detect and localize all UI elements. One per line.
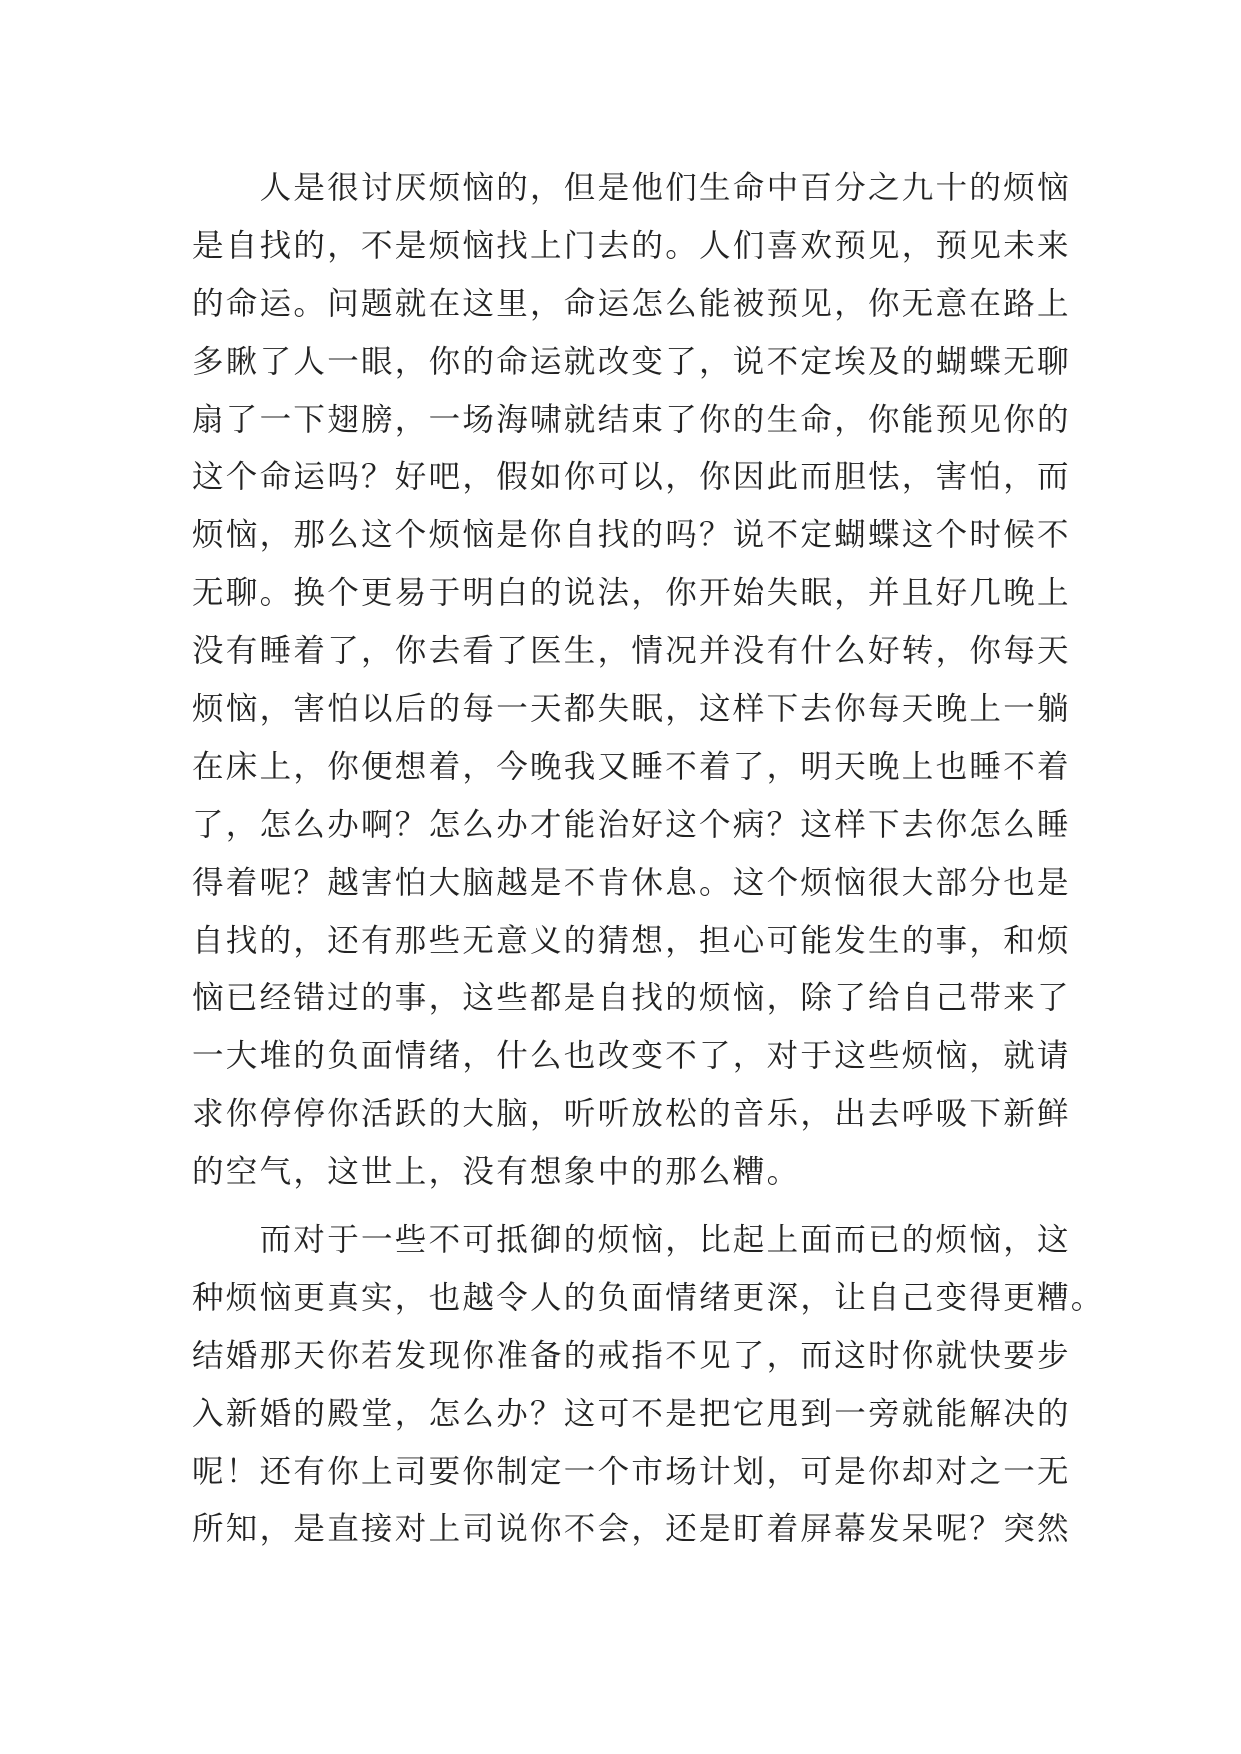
text-line: 而对于一些不可抵御的烦恼，比起上面而已的烦恼，这 [192,1222,1071,1259]
text-line: 烦恼，害怕以后的每一天都失眠，这样下去你每天晚上一躺 [192,691,1071,728]
text-line: 烦恼，那么这个烦恼是你自找的吗？说不定蝴蝶这个时候不 [192,517,1071,554]
text-line: 这个命运吗？好吧，假如你可以，你因此而胆怯，害怕，而 [192,459,1071,496]
text-line: 求你停停你活跃的大脑，听听放松的音乐，出去呼吸下新鲜 [192,1096,1071,1133]
text-line: 是自找的，不是烦恼找上门去的。人们喜欢预见，预见未来 [192,227,1071,264]
text-line: 一大堆的负面情绪，什么也改变不了，对于这些烦恼，就请 [192,1038,1071,1075]
text-line: 的空气，这世上，没有想象中的那么糟。 [192,1154,801,1191]
text-line: 了，怎么办啊？怎么办才能治好这个病？这样下去你怎么睡 [192,806,1071,843]
text-line: 恼已经错过的事，这些都是自找的烦恼，除了给自己带来了 [192,980,1071,1017]
text-line: 多瞅了人一眼，你的命运就改变了，说不定埃及的蝴蝶无聊 [192,343,1071,380]
text-line: 扇了一下翅膀，一场海啸就结束了你的生命，你能预见你的 [192,401,1071,438]
text-line: 入新婚的殿堂，怎么办？这可不是把它甩到一旁就能解决的 [192,1395,1071,1432]
text-line: 无聊。换个更易于明白的说法，你开始失眠，并且好几晚上 [192,575,1071,612]
text-line: 结婚那天你若发现你准备的戒指不见了，而这时你就快要步 [192,1337,1071,1374]
paragraph-spacing [192,1202,1052,1212]
text-line: 自找的，还有那些无意义的猜想，担心可能发生的事，和烦 [192,922,1071,959]
text-line: 人是很讨厌烦恼的，但是他们生命中百分之九十的烦恼 [192,170,1071,206]
text-line: 的命运。问题就在这里，命运怎么能被预见，你无意在路上 [192,285,1071,322]
text-line: 得着呢？越害怕大脑越是不肯休息。这个烦恼很大部分也是 [192,864,1071,901]
text-line: 在床上，你便想着，今晚我又睡不着了，明天晚上也睡不着 [192,748,1071,785]
paragraph-1 [192,160,1071,1202]
text-line: 所知，是直接对上司说你不会，还是盯着屏幕发呆呢？突然 [192,1511,1071,1548]
text-line: 没有睡着了，你去看了医生，情况并没有什么好转，你每天 [192,633,1071,670]
paragraph-2 [192,1212,1105,1559]
text-line: 呢！还有你上司要你制定一个市场计划，可是你却对之一无 [192,1453,1071,1490]
text-line: 种烦恼更真实，也越令人的负面情绪更深，让自己变得更糟。 [192,1279,1105,1316]
document-body [192,160,1105,1559]
